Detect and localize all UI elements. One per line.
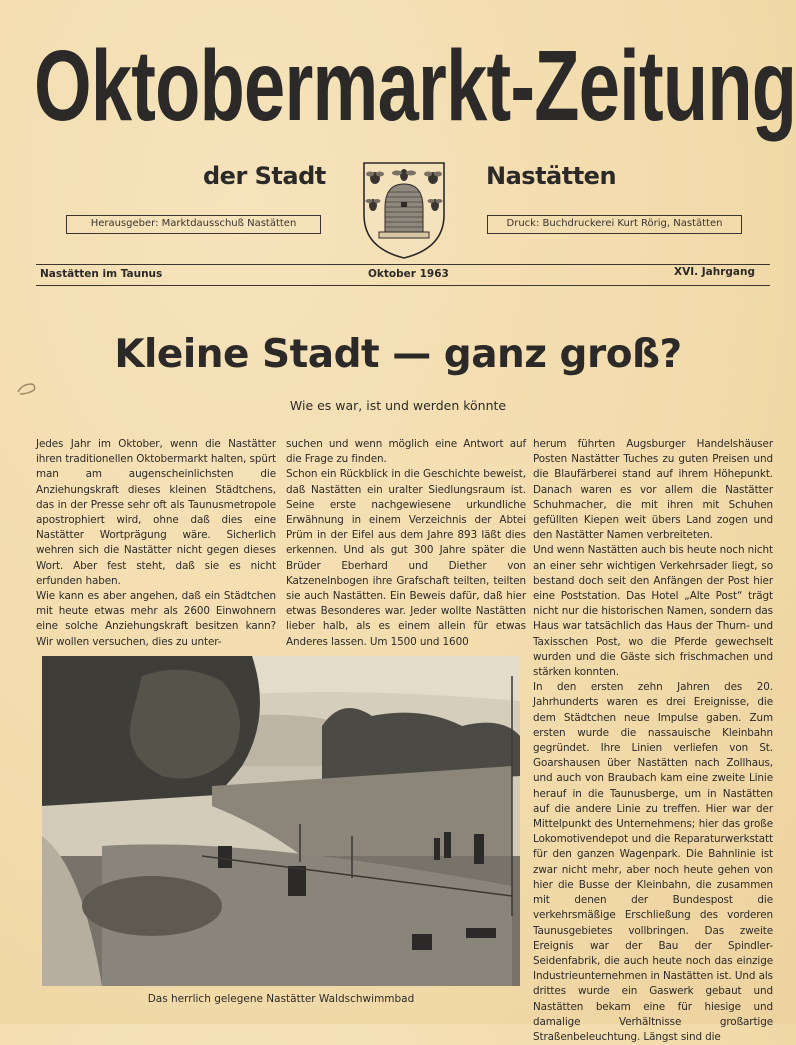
paragraph: Jedes Jahr im Oktober, wenn die Nastätter ihren traditionellen Oktobermarkt halten, spürt man am augenscheinlichsten die Anziehungskraft dieses kleinen Städtchens, das in der Presse sehr oft als Taunusmetropole apostrophiert wird, ohne daß dies eine Nastätter Wortprägung wäre. Sicherlich wehren sich die Nastätter nicht gegen dieses Wort. Aber fest steht, daß sie es nicht erfunden haben. — [36, 438, 276, 587]
article-headline: Kleine Stadt — ganz groß? — [114, 332, 682, 377]
top-rule — [36, 264, 770, 265]
photo-caption: Das herrlich gelegene Nastätter Waldschwimmbad — [147, 993, 415, 1005]
paragraph: Und wenn Nastätten auch bis heute noch nicht an einer sehr wichtigen Verkehrsader liegt, so bestand doch seit den Anfängen der Post hier eine Poststation. Das Hotel „Alte Post“ trägt nicht nur die historischen Namen, sondern das Haus war tatsächlich das Haus der Thurn- und Taxisschen Post, wo die Pferde gewechselt wurden und die Gäste sich frischmachen und stärken konnten. — [533, 544, 773, 679]
paragraph: In den ersten zehn Jahren des 20. Jahrhunderts waren es drei Ereignisse, die dem Städtchen neue Impulse gaben. Zum ersten wurde die nassauische Kleinbahn gegründet. Ihre Linien verliefen von St. Goarshausen über Nastätten nach Zollhaus, und auch von Braubach kam eine zweite Linie herauf in die Taunusberge, um in Nastätten auf die andere Linie zu treffen. Hier war der Mittelpunkt des Unternehmens; hier das große Lokomotivendepot und die Reparaturwerkstatt für den ganzen Wagenpark. Die Bahnlinie ist zwar nicht mehr, aber noch heute gehen von hier die Busse der Kleinbahn, die zusammen mit denen der Bundespost die verkehrsmäßige Erschließung des vorderen Taunusgebietes vollbringen. Das zweite Ereignis war der Bau der Spindler-Seidenfabrik, die auch heute noch das einzige Industrieunternehmen in Nastätten ist. Und als drittes wurde ein Gaswerk gebaut und Nastätten bekam eine für hiesige und damalige Verhältnisse großartige Straßenbeleuchtung. Längst sind die — [533, 681, 773, 1043]
issue-date: Oktober 1963 — [368, 268, 449, 280]
article-column-1 — [36, 437, 276, 650]
printer-box: Druck: Buchdruckerei Kurt Rörig, Nastätten — [487, 215, 742, 234]
punch-hole-mark-icon — [12, 378, 40, 398]
subtitle-left: der Stadt — [203, 162, 326, 190]
publisher-box: Herausgeber: Marktdausschuß Nastätten — [66, 215, 321, 234]
location-label: Nastätten im Taunus — [40, 268, 163, 280]
article-subheadline: Wie es war, ist und werden könnte — [289, 398, 507, 413]
swimming-pool-photo — [42, 656, 520, 986]
paragraph: suchen und wenn möglich eine Antwort auf die Frage zu finden. — [286, 438, 526, 466]
article-column-3 — [533, 437, 773, 1045]
volume-label: XVI. Jahrgang — [673, 266, 755, 278]
subtitle-right: Nastätten — [486, 162, 617, 190]
paragraph: Schon ein Rückblick in die Geschichte beweist, daß Nastätten ein uralter Siedlungsraum ist. Seine erste nachgewiesene urkundliche Erwähnung in einem Verzeichnis der Abtei Prüm in der Eifel aus dem Jahre 893 läßt dies erkennen. Und als gut 300 Jahre später die Brüder Eberhard und Diether von Katzenelnbogen ihre Grafschaft teilten, teilten sie auch Nastätten. Ein Beweis dafür, daß hier etwas Besonderes war. Jeder wollte Nastätten lieber halb, als es einem allein für etwas Anderes lassen. Um 1500 und 1600 — [286, 468, 526, 648]
bottom-rule — [36, 285, 770, 286]
info-bar — [40, 267, 760, 283]
paragraph: herum führten Augsburger Handelshäuser Posten Nastätter Tuches zu guten Preisen und die Blaufärberei stand auf ihrem Höhepunkt. Danach waren es vor allem die Nastätter Schuhmacher, die mit ihren mit Schuhen gefüllten Kiepen weit übers Land zogen und den Nastätter Namen verbreiteten. — [533, 438, 773, 542]
newspaper-title: Oktobermarkt-Zeitung — [34, 30, 796, 142]
coat-of-arms-beehive-icon — [361, 160, 447, 260]
article-column-2 — [286, 437, 526, 650]
paragraph: Wie kann es aber angehen, daß ein Städtchen mit heute etwas mehr als 2600 Einwohnern eine solche Anziehungskraft besitzen kann? Wir wollen versuchen, dies zu unter- — [36, 590, 276, 648]
